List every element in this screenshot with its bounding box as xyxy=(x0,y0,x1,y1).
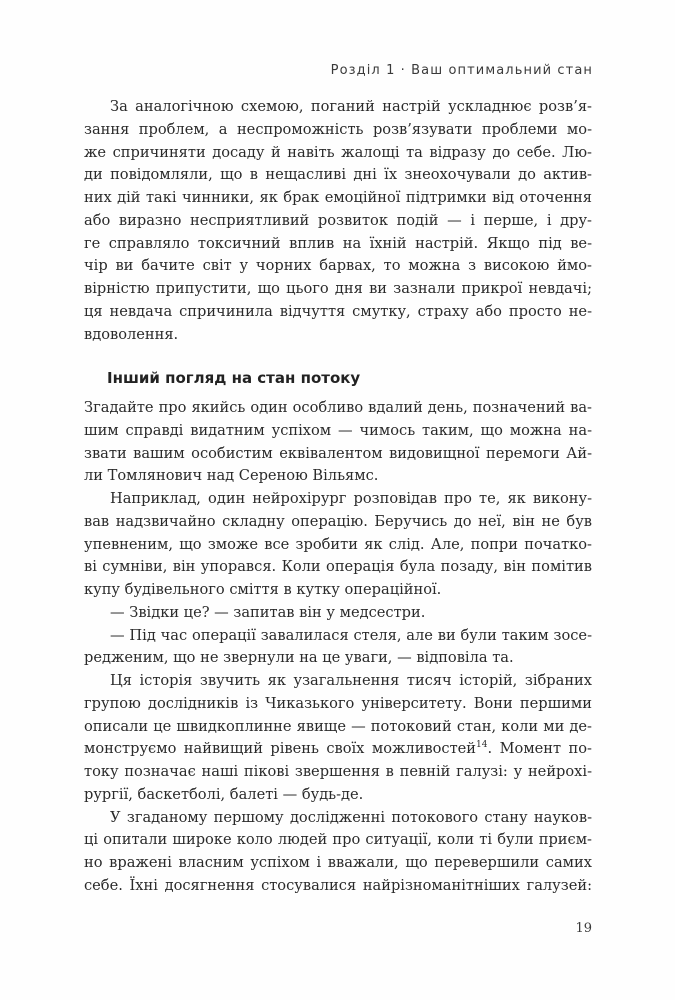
text-line: рургії, баскетболі, балеті — будь-де. xyxy=(84,785,364,803)
text-line: ці опитали широке коло людей про ситуації, коли ті були приєм- xyxy=(84,831,592,849)
text-line: шим справді видатним успіхом — чимось таким, що можна на- xyxy=(84,421,592,439)
text-line: редженим, що не звернули на це уваги, — відповіла та. xyxy=(84,649,514,667)
text-line: Згадайте про якийсь один особливо вдалий день, позначений ва- xyxy=(84,399,592,416)
text-line: вдоволення. xyxy=(84,325,179,343)
text-line: ві сумніви, він упорався. Коли операція була позаду, він помітив xyxy=(84,558,592,576)
running-head: Розділ 1 · Ваш оптимальний стан xyxy=(330,63,593,78)
text-line: вав надзвичайно складну операцію. Беручись до неї, він не був xyxy=(84,512,592,530)
text-line: У згаданому першому дослідженні потокового стану науков- xyxy=(110,808,592,826)
text-line: ли Томлянович над Сереною Вільямс. xyxy=(84,467,379,485)
text-line: ця невдача спричинила відчуття смутку, страху або просто не- xyxy=(84,302,592,320)
text-line: упевненим, що зможе все зробити як слід. Але, попри початко- xyxy=(84,535,592,553)
text-line: чір ви бачите світ у чорних барвах, то можна з високою ймо- xyxy=(84,257,592,275)
text-line: же спричиняти досаду й навіть жалощі та відразу до себе. Лю- xyxy=(84,143,592,161)
text-line: звати вашим особистим еквівалентом видовищної перемоги Ай- xyxy=(84,444,592,462)
text-line: них дій такі чинники, як брак емоційної підтримки від оточення xyxy=(84,189,592,206)
page-number: 19 xyxy=(575,921,592,936)
text-line: ге справляло токсичний вплив на їхній настрій. Якщо під ве- xyxy=(84,234,592,252)
text-line: Наприклад, один нейрохірург розповідав про те, як викону- xyxy=(110,490,592,507)
text-line: — Звідки це? — запитав він у медсестри. xyxy=(110,603,426,621)
text-line: групою дослідників із Чиказького університету. Вони першими xyxy=(84,694,592,712)
text-line: або виразно несприятливий розвиток подій — і перше, і дру- xyxy=(84,211,592,229)
text-line: За аналогічною схемою, поганий настрій ускладнює розв’я- xyxy=(110,98,592,115)
section-body xyxy=(84,397,592,898)
paragraph-1 xyxy=(84,96,592,346)
text-line: току позначає наші пікові звершення в певній галузі: у нейрохі- xyxy=(84,763,592,780)
text-line: монструємо найвищий рівень своїх можливостей$^{14}$. Момент по- xyxy=(84,740,592,758)
footnote-marker[interactable]: 14 xyxy=(476,740,488,751)
text-line: купу будівельного сміття в кутку операційної. xyxy=(84,581,442,598)
text-line: но вражені власним успіхом і вважали, що перевершили самих xyxy=(84,854,592,871)
text-line: описали це швидкоплинне явище — потоковий стан, коли ми де- xyxy=(84,717,592,735)
text-line: — Під час операції завалилася стеля, але ви були таким зосе- xyxy=(110,626,592,644)
text-line: себе. Їхні досягнення стосувалися найрізноманітніших галузей: xyxy=(84,876,592,894)
section-heading: Інший погляд на стан потоку xyxy=(107,369,361,387)
text-line: Ця історія звучить як узагальнення тисяч історій, зібраних xyxy=(110,672,592,689)
text-line: вірністю припустити, що цього дня ви зазнали прикрої невдачі; xyxy=(84,280,592,297)
text-line: ди повідомляли, що в нещасливі дні їх знеохочували до актив- xyxy=(84,166,592,184)
text-line: зання проблем, а неспроможність розв’язувати проблеми мо- xyxy=(84,120,592,138)
